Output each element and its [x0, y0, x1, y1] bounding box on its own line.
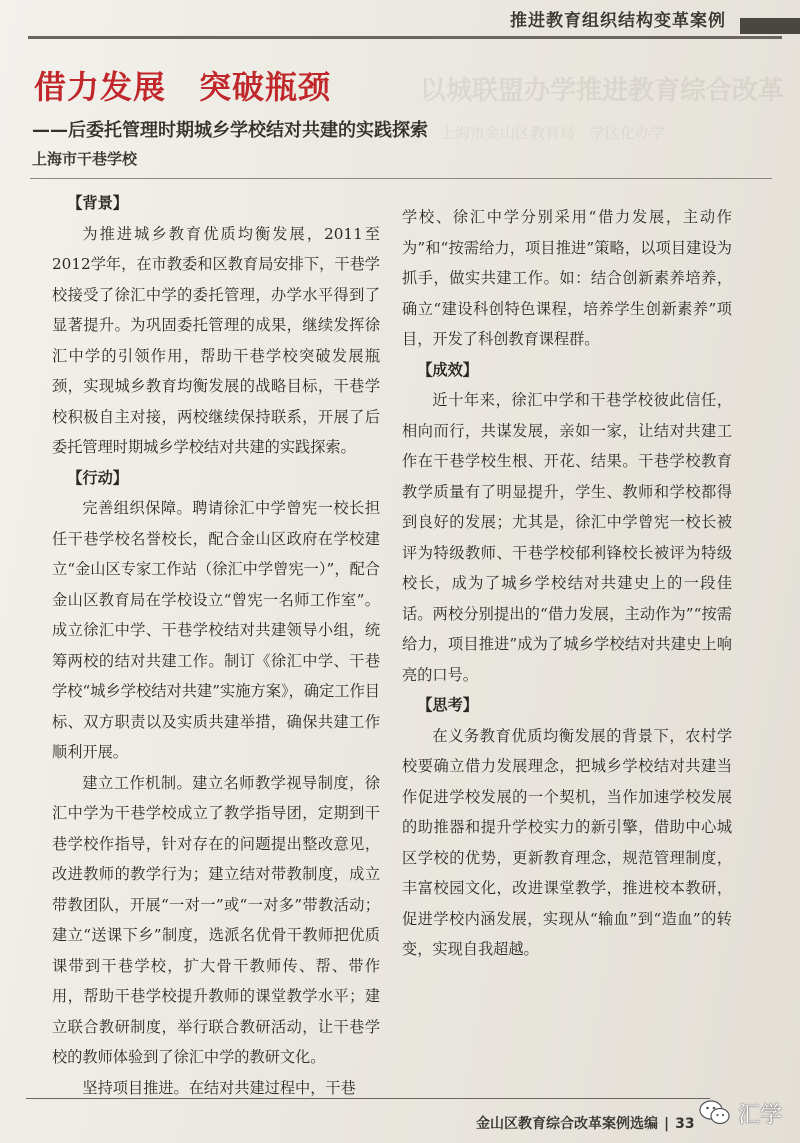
- paragraph: 为推进城乡教育优质均衡发展，2011至2012学年，在市教委和区教育局安排下，干巷学校接受了徐汇中学的委托管理，办学水平得到了显著提升。为巩固委托管理的成果，继续发挥徐汇中学的引领作用，帮助干巷学校突破发展瓶颈，实现城乡教育均衡发展的战略目标，干巷学校积极自主对接，两校继续保持联系，开展了后委托管理时期城乡学校结对共建的实践探索。: [52, 224, 380, 456]
- header-rule: [28, 36, 782, 39]
- footer: [476, 1113, 695, 1133]
- title-divider: [30, 178, 772, 179]
- bleed-through-text-2: 上海市金山区教育局 学区化办学: [440, 124, 666, 142]
- paragraph: 学校、徐汇中学分别采用“借力发展，主动作为”和“按需给力，项目推进”策略，以项目建设为抓手，做实共建工作。如：结合创新素养培养，确立“建设科创特色课程，培养学生创新素养”项目，开发了科创教育课程群。: [402, 208, 732, 348]
- footer-book-title: 金山区教育综合改革案例选编: [476, 1116, 658, 1132]
- section-heading: 【思考】: [417, 696, 478, 714]
- paragraph: 在义务教育优质均衡发展的背景下，农村学校要确立借力发展理念，把城乡学校结对共建当作促进学校发展的一个契机，当作加速学校发展的助推器和提升学校实力的新引擎，借助中心城区学校的优势，更新教育理念，规范管理制度，丰富校园文化，改进课堂教学，推进校本教研，促进学校内涵发展，实现从“输血”到“造血”的转变，实现自我超越。: [402, 726, 732, 958]
- running-header: 推进教育组织结构变革案例: [510, 11, 726, 31]
- section-heading: 【背景】: [67, 194, 128, 212]
- section-heading: 【成效】: [417, 360, 478, 379]
- watermark-text: 汇学: [738, 1102, 783, 1128]
- wechat-watermark: [698, 1096, 782, 1130]
- article-subtitle: ——后委托管理时期城乡学校结对共建的实践探索: [32, 120, 428, 141]
- left-column: [52, 188, 380, 1103]
- article-author: 上海市干巷学校: [32, 150, 138, 168]
- page-number: 33: [675, 1116, 695, 1132]
- bleed-through-text: 以城联盟办学推进教育综合改革: [420, 76, 785, 106]
- paragraph: 坚持项目推进。在结对共建过程中，干巷: [82, 1078, 356, 1097]
- footer-rule: [26, 1098, 710, 1099]
- article-title: 借力发展 突破瓶颈: [34, 68, 332, 106]
- right-column: [402, 202, 732, 965]
- paragraph: 完善组织保障。聘请徐汇中学曾宪一校长担任干巷学校名誉校长，配合金山区政府在学校建立“金山区专家工作站（徐汇中学曾宪一）”，配合金山区教育局在学校设立“曾宪一名师工作室”。成立徐汇中学、干巷学校结对共建领导小组，统筹两校的结对共建工作。制订《徐汇中学、干巷学校“城乡学校结对共建”实施方案》，确定工作目标、双方职责以及实质共建举措，确保共建工作顺利开展。: [52, 499, 380, 761]
- header-accent-bar: [740, 18, 800, 34]
- section-heading: 【行动】: [67, 468, 128, 487]
- wechat-icon: [698, 1098, 732, 1128]
- paragraph: 建立工作机制。建立名师教学视导制度，徐汇中学为干巷学校成立了教学指导团，定期到干巷学校作指导，针对存在的问题提出整改意见，改进教师的教学行为；建立结对带教制度，成立带教团队，开展“一对一”或“一对多”带教活动；建立“送课下乡”制度，选派名优骨干教师把优质课带到干巷学校，扩大骨干教师传、帮、带作用，帮助干巷学校提升教师的课堂教学水平；建立联合教研制度，举行联合教研活动，让干巷学校的教师体验到了徐汇中学的教研文化。: [52, 773, 380, 1066]
- paragraph: 近十年来，徐汇中学和干巷学校彼此信任，相向而行，共谋发展，亲如一家，让结对共建工作在干巷学校生根、开花、结果。干巷学校教育教学质量有了明显提升，学生、教师和学校都得到良好的发展；尤其是，徐汇中学曾宪一校长被评为特级教师、干巷学校郁利锋校长被评为特级校长，成为了城乡学校结对共建史上的一段佳话。两校分别提出的“借力发展，主动作为”“按需给力，项目推进”成为了城乡学校结对共建史上响亮的口号。: [402, 391, 732, 684]
- footer-separator: |: [664, 1116, 670, 1132]
